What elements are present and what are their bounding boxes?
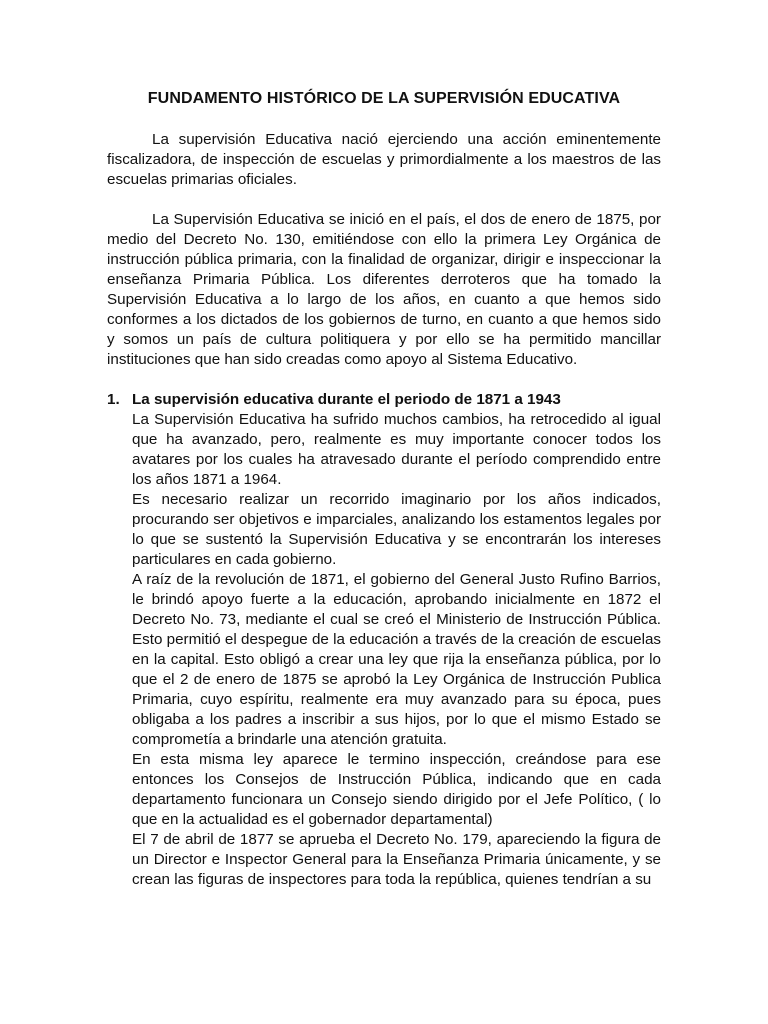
section-1-body xyxy=(132,410,661,890)
section-1 xyxy=(107,390,661,890)
document-page xyxy=(107,88,661,890)
intro-paragraph: La supervisión Educativa nació ejerciendo una acción eminentemente fiscalizadora, de inspección de escuelas y primordialmente a los maestros de las escuelas primarias oficiales. xyxy=(107,131,661,188)
section-1-paragraph: El 7 de abril de 1877 se aprueba el Decreto No. 179, apareciendo la figura de un Director e Inspector General para la Enseñanza Primaria únicamente, y se crean las figuras de inspectores para toda la república, quienes tendrían a su xyxy=(132,831,661,888)
history-paragraph: La Supervisión Educativa se inició en el país, el dos de enero de 1875, por medio del Decreto No. 130, emitiéndose con ello la primera Ley Orgánica de instrucción pública primaria, con la finalidad de organizar, dirigir e inspeccionar la enseñanza Primaria Pública. Los diferentes derroteros que ha tomado la Supervisión Educativa a lo largo de los años, en cuanto a que hemos sido conformes a los dictados de los gobiernos de turno, en cuanto a que hemos sido y somos un país de cultura politiquera y por ello se ha permitido mancillar instituciones que han sido creadas como apoyo al Sistema Educativo. xyxy=(107,211,661,368)
section-1-number: 1. xyxy=(107,391,120,408)
document-title: FUNDAMENTO HISTÓRICO DE LA SUPERVISIÓN EDUCATIVA xyxy=(147,90,621,107)
section-1-paragraph: La Supervisión Educativa ha sufrido muchos cambios, ha retrocedido al igual que ha avanzado, pero, realmente es muy importante conocer todos los avatares por los cuales ha atravesado durante el período comprendido entre los años 1871 a 1964. xyxy=(132,411,661,488)
section-1-heading xyxy=(107,390,661,410)
section-1-paragraph: En esta misma ley aparece le termino inspección, creándose para ese entonces los Consejos de Instrucción Pública, indicando que en cada departamento funcionara un Consejo siendo dirigido por el Jefe Político, ( lo que en la actualidad es el gobernador departamental) xyxy=(132,751,661,828)
section-1-paragraph: Es necesario realizar un recorrido imaginario por los años indicados, procurando ser objetivos e imparciales, analizando los estamentos legales por lo que se sustentó la Supervisión Educativa y se encontrarán los intereses particulares en cada gobierno. xyxy=(132,491,661,568)
section-1-paragraph: A raíz de la revolución de 1871, el gobierno del General Justo Rufino Barrios, le brindó apoyo fuerte a la educación, aprobando inicialmente en 1872 el Decreto No. 73, mediante el cual se creó el Ministerio de Instrucción Pública. Esto permitió el despegue de la educación a través de la creación de escuelas en la capital. Esto obligó a crear una ley que rija la enseñanza pública, por lo que el 2 de enero de 1875 se aprobó la Ley Orgánica de Instrucción Publica Primaria, cuyo espíritu, realmente era muy avanzado para su época, pues obligaba a los padres a inscribir a sus hijos, por lo que el mismo Estado se comprometía a brindarle una atención gratuita. xyxy=(132,571,661,748)
section-1-title: La supervisión educativa durante el periodo de 1871 a 1943 xyxy=(132,391,561,408)
